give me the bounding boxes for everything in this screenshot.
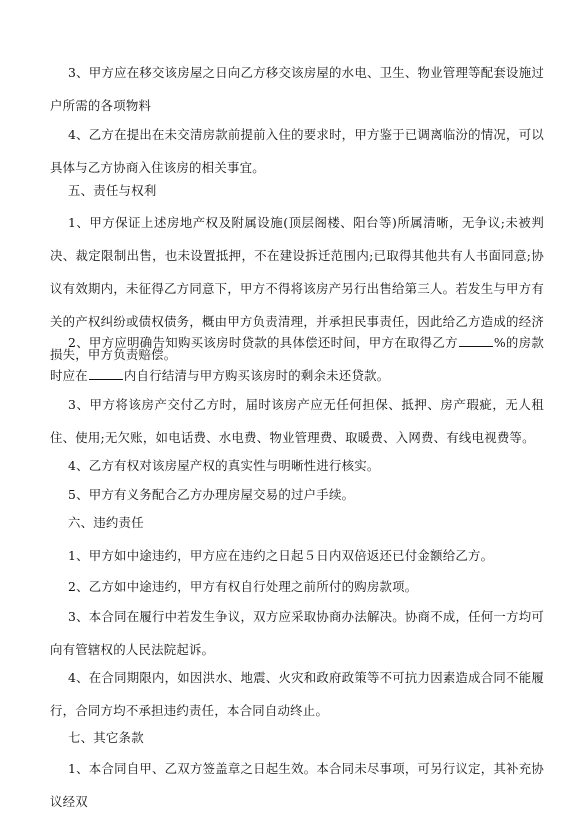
clause-handover-materials: 3、甲方应在移交该房屋之日向乙方移交该房屋的水电、卫生、物业管理等配套设施过户所需的各项物料: [50, 65, 544, 113]
clause-seller-breach: 1、甲方如中途违约，甲方应在违约之日起５日内双倍返还已付金额给乙方。: [68, 548, 494, 563]
section-heading-breach: 六、违约责任: [68, 515, 144, 530]
clause-effective-date: 1、本合同自甲、乙双方签盖章之日起生效。本合同未尽事项，可另行议定，其补充协议经双: [50, 761, 544, 809]
blank-deadline-field[interactable]: [89, 369, 123, 380]
clause-loan-text-b: %的房款时应在: [50, 335, 544, 383]
clause-loan-repayment: [50, 326, 544, 392]
clause-delivery-condition: 3、甲方将该房产交付乙方时，届时该房产应无任何担保、抵押、房产瑕疵，无人租住、使用;无欠账，如电话费、水电费、物业管理费、取暖费、入网费、有线电视费等。: [50, 397, 544, 445]
clause-buyer-breach: 2、乙方如中途违约，甲方有权自行处理之前所付的购房款项。: [68, 579, 418, 594]
clause-transfer-cooperation: 5、甲方有义务配合乙方办理房屋交易的过户手续。: [68, 487, 355, 502]
blank-percent-field[interactable]: [459, 336, 493, 347]
clause-verification-right: 4、乙方有权对该房屋产权的真实性与明晰性进行核实。: [68, 458, 380, 473]
clause-loan-text-a: 2、甲方应明确告知购买该房时贷款的具体偿还时间，甲方在取得乙方: [68, 335, 458, 350]
clause-dispute-resolution: 3、本合同在履行中若发生争议，双方应采取协商办法解决。协商不成，任何一方均可向有管辖权的人民法院起诉。: [50, 609, 544, 657]
section-heading-other-terms: 七、其它条款: [68, 730, 144, 745]
clause-force-majeure: 4、在合同期限内，如因洪水、地震、火灾和政府政策等不可抗力因素造成合同不能履行，合同方均不承担违约责任，本合同自动终止。: [50, 670, 544, 718]
section-heading-responsibilities: 五、责任与权利: [68, 183, 157, 198]
clause-title-guarantee: 1、甲方保证上述房地产权及附属设施(顶层阁楼、阳台等)所属清晰，无争议;未被判决、裁定限制出售，也未设置抵押，不在建设拆迁范围内;已取得其他共有人书面同意;协议有效期内，未征得乙方同意下，甲方不得将该房产另行出售给第三人。若发生与甲方有关的产权纠纷或债权债务，概由甲方负责清理，并承担民事责任，因此给乙方造成的经济损失，甲方负责赔偿。: [50, 215, 544, 362]
clause-loan-text-c: 内自行结清与甲方购买该房时的剩余未还贷款。: [123, 368, 390, 383]
clause-early-occupancy: 4、乙方在提出在未交清房款前提前入住的要求时，甲方鉴于已调离临汾的情况，可以具体与乙方协商入住该房的相关事宜。: [50, 127, 544, 175]
